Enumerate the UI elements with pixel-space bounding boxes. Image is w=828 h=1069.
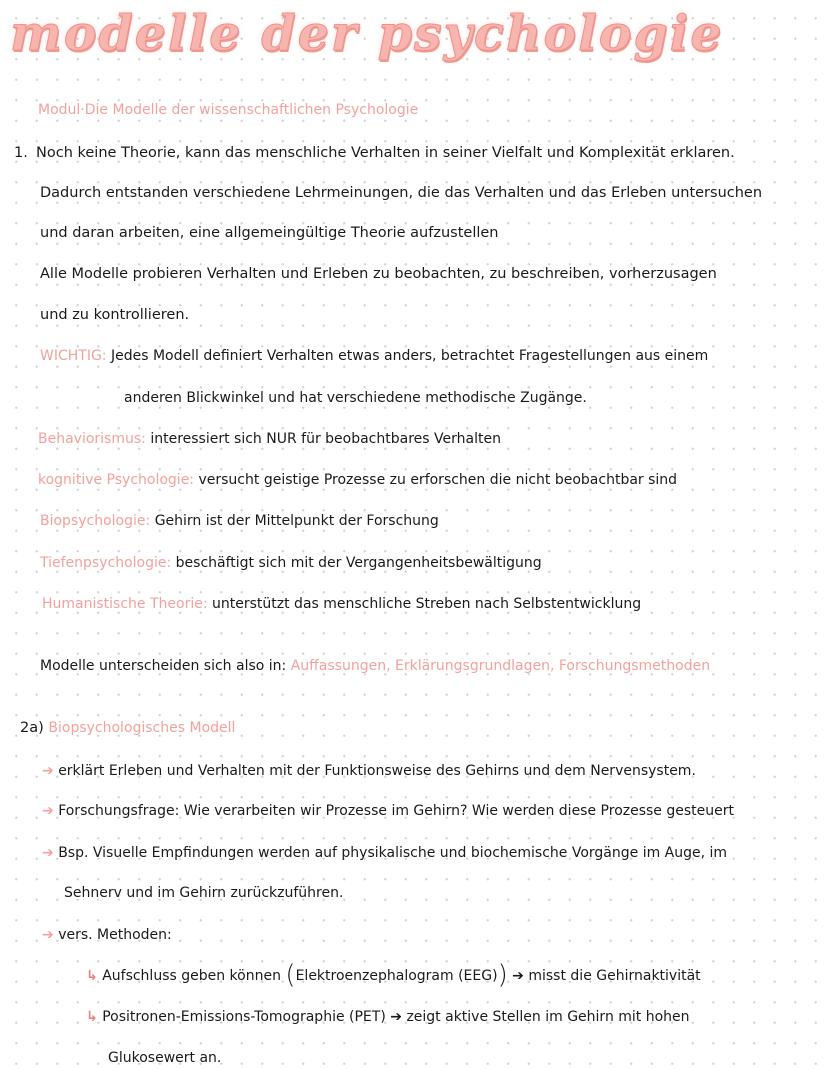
bullet-text: Forschungsfrage: Wie verarbeiten wir Prozesse im Gehirn? Wie werden diese Prozesse gesteuert: [58, 803, 734, 819]
important-text: Jedes Modell definiert Verhalten etwas anders, betrachtet Fragestellungen aus einem: [110, 348, 709, 364]
bullet-text: Bsp. Visuelle Empfindungen werden auf physikalische und biochemische Vorgänge im Auge, im: [58, 845, 728, 861]
section-1-number: 1.: [14, 145, 28, 161]
method-eeg-label: Elektroenzephalogram (EEG): [295, 968, 498, 984]
model-label: Biopsychologie:: [40, 513, 151, 529]
method-item-eeg: [86, 960, 701, 990]
paragraph-line: und zu kontrollieren.: [40, 307, 190, 323]
model-label: Tiefenpsychologie:: [40, 555, 172, 571]
section-2a-number: 2a): [20, 720, 44, 736]
model-biopsychologie: [40, 511, 439, 531]
return-arrow-icon: ↳: [86, 1009, 98, 1025]
model-text: beschäftigt sich mit der Vergangenheitsbewältigung: [175, 555, 542, 571]
arrow-icon: ➔: [42, 845, 54, 861]
bullet-text-cont: Sehnerv und im Gehirn zurückzuführen.: [64, 885, 344, 901]
paragraph-line: Dadurch entstanden verschiedene Lehrmeinungen, die das Verhalten und das Erleben untersuchen: [40, 185, 763, 201]
model-tiefenpsychologie: [40, 553, 542, 573]
summary-highlight: Auffassungen, Erklärungsgrundlagen, Forschungsmethoden: [290, 658, 711, 674]
page-title: modelle der psychologie: [10, 4, 724, 62]
method-text: Positronen-Emissions-Tomographie (PET): [102, 1009, 386, 1025]
arrow-icon: ➔: [42, 927, 54, 943]
section-2a-title: Biopsychologisches Modell: [48, 720, 236, 736]
bullet-text: vers. Methoden:: [58, 927, 172, 943]
model-text: versucht geistige Prozesse zu erforschen die nicht beobachtbar sind: [198, 472, 678, 488]
model-label: kognitive Psychologie:: [38, 472, 195, 488]
model-label: Behaviorismus:: [38, 431, 146, 447]
bullet-text: erklärt Erleben und Verhalten mit der Funktionsweise des Gehirns und dem Nervensystem.: [58, 763, 696, 779]
method-item-pet: [86, 1007, 690, 1027]
bullet-item: [42, 843, 727, 863]
method-text: Aufschluss geben können: [102, 968, 281, 984]
method-result: zeigt aktive Stellen im Gehirn mit hohen: [406, 1009, 690, 1025]
section-2a-heading: [20, 718, 235, 738]
paragraph-line: Noch keine Theorie, kann das menschliche Verhalten in seiner Vielfalt und Komplexität erklaren.: [36, 145, 735, 161]
module-subtitle: Modul·Die Modelle der wissenschaftlichen Psychologie: [38, 102, 419, 118]
model-label: Humanistische Theorie:: [42, 596, 208, 612]
model-text: unterstützt das menschliche Streben nach Selbstentwicklung: [212, 596, 642, 612]
arrow-icon: ➔: [42, 763, 54, 779]
right-arrow-icon: ➔: [512, 968, 524, 984]
method-result-cont: Glukosewert an.: [108, 1050, 222, 1066]
important-label: WICHTIG:: [40, 348, 107, 364]
arrow-icon: ➔: [42, 803, 54, 819]
bullet-item: [42, 925, 172, 945]
close-paren-glyph: ): [497, 960, 508, 990]
right-arrow-icon: ➔: [390, 1009, 402, 1025]
model-humanistische-theorie: [42, 594, 641, 614]
summary-line: [40, 656, 710, 676]
open-paren-glyph: (: [285, 960, 296, 990]
model-kognitive-psychologie: [38, 470, 677, 490]
model-text: Gehirn ist der Mittelpunkt der Forschung: [154, 513, 439, 529]
model-text: interessiert sich NUR für beobachtbares Verhalten: [150, 431, 501, 447]
important-text-cont: anderen Blickwinkel und hat verschiedene methodische Zugänge.: [124, 390, 587, 406]
paragraph-line: Alle Modelle probieren Verhalten und Erleben zu beobachten, zu beschreiben, vorherzusagen: [40, 266, 717, 282]
model-behaviorismus: [38, 429, 501, 449]
important-note: [40, 346, 708, 366]
paragraph-line: und daran arbeiten, eine allgemeingültige Theorie aufzustellen: [40, 225, 499, 241]
return-arrow-icon: ↳: [86, 968, 98, 984]
bullet-item: [42, 761, 696, 781]
bullet-item: [42, 801, 734, 821]
method-result: misst die Gehirnaktivität: [528, 968, 701, 984]
summary-prefix: Modelle unterscheiden sich also in:: [40, 658, 287, 674]
